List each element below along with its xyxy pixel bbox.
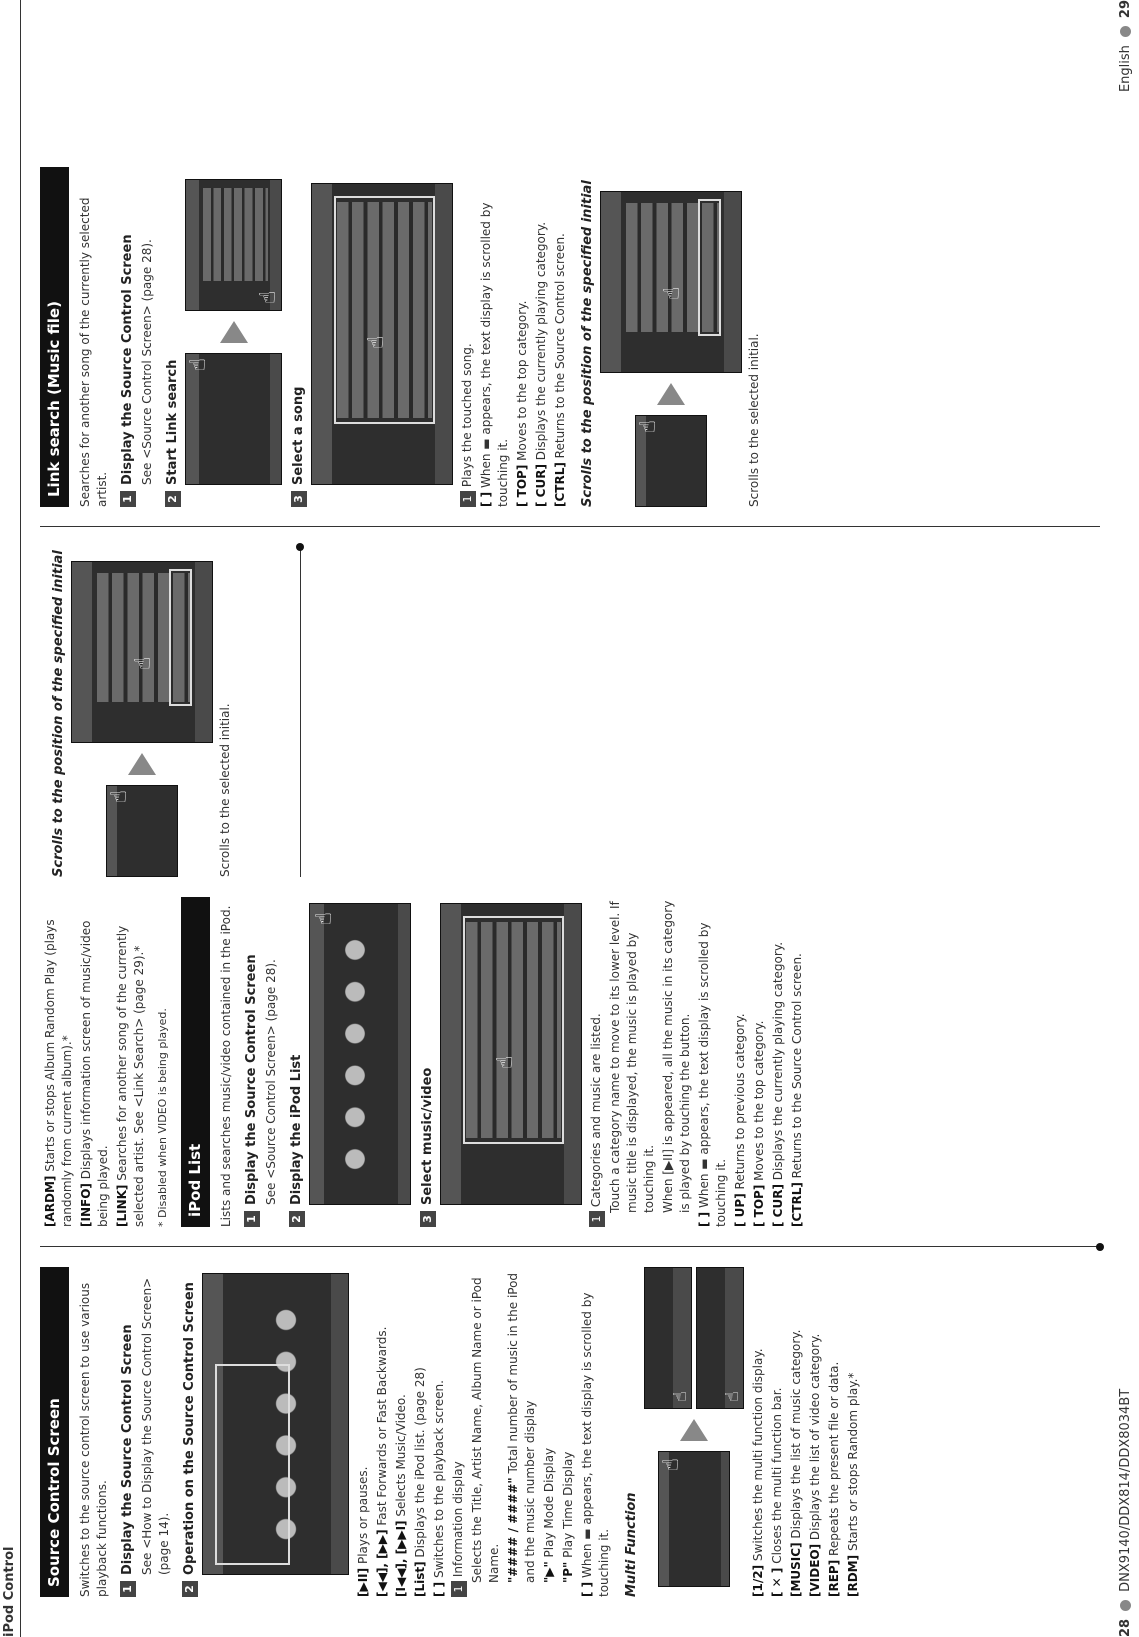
section-title-ipod-list: iPod List (181, 897, 210, 1227)
multi-key-list (750, 1267, 862, 1597)
key-description: Plays or pauses. (356, 1466, 370, 1565)
step-number: 3 (291, 491, 307, 507)
step-number: 3 (420, 1211, 436, 1227)
link-screenshot-after (185, 179, 282, 311)
key-label: [ARDM] (43, 1175, 57, 1227)
screen-top-bar (310, 904, 324, 1204)
key-label: [RDM] (846, 1554, 860, 1597)
arrow-right-icon (220, 321, 248, 343)
column-source-control (40, 1267, 864, 1597)
hand-touch-icon: ☝ (186, 358, 211, 372)
multi-function-figures (644, 1267, 744, 1587)
key-label: [ ✕ ] (770, 1567, 784, 1597)
screen-bottom-bar (722, 1268, 743, 1408)
step-title: Operation on the Source Control Screen (182, 1282, 197, 1575)
step-title: Display the Source Control Screen (244, 954, 259, 1205)
key-item (769, 1267, 786, 1597)
step-text: See <Source Control Screen> (page 28). (264, 959, 278, 1205)
info-text: Selects the Title, Artist Name, Album Name or iPod Name. (470, 1277, 501, 1583)
step-2 (288, 897, 305, 1227)
step-1 (119, 167, 136, 507)
hand-touch-icon: ☝ (660, 286, 685, 300)
key-label: [1/2] (751, 1564, 765, 1597)
scroll-screenshot-before (106, 785, 178, 877)
step-number: 1 (120, 1581, 136, 1597)
key-label: [INFO] (79, 1183, 93, 1227)
category-item (588, 897, 605, 1227)
key-item (355, 1267, 372, 1597)
key-label: [ UP] (733, 1193, 747, 1227)
step-1 (119, 1267, 136, 1597)
step-number: 2 (182, 1581, 198, 1597)
key-item (114, 897, 148, 1227)
key-item (514, 167, 531, 507)
key-label: [ ] (479, 491, 493, 507)
page-number-left: 28 (1118, 1618, 1133, 1637)
page-dot-icon (1120, 1600, 1131, 1611)
key-item (732, 897, 749, 1227)
step-title: Display the Source Control Screen (120, 234, 135, 485)
key-description: Returns to the Source Control screen. (553, 233, 567, 459)
step-2 (181, 1267, 198, 1597)
key-item (431, 1267, 448, 1597)
scroll-desc: When ▬ appears, the text display is scrolled by touching it. (580, 1292, 611, 1597)
key-description: Starts or stops Album Random Play (plays randomly from current album).* (43, 919, 74, 1227)
count-item (505, 1267, 539, 1583)
hand-touch-icon: ☝ (636, 420, 661, 434)
divider-line (40, 526, 1100, 527)
key-description: Repeats the present file or data. (827, 1361, 841, 1556)
intro-text: Switches to the source control screen to use various playback functions. (78, 1282, 109, 1597)
key-label: [ CUR] (534, 464, 548, 507)
step-title: Select music/video (420, 1067, 435, 1205)
key-label: [ ] (432, 1581, 446, 1597)
intro-text: Searches for another song of the currently selected artist. (78, 197, 109, 507)
divider-line (40, 1246, 1100, 1247)
key-label: [LINK] (115, 1184, 129, 1227)
time-key: "P" (561, 1561, 575, 1583)
key-label: [List] (413, 1561, 427, 1597)
step-number: 1 (244, 1211, 260, 1227)
divider-end-dot (296, 543, 304, 551)
scroll-item (696, 897, 730, 1227)
list-highlight-box (334, 196, 435, 424)
hand-touch-icon: ☝ (107, 790, 132, 804)
key-label: [REP] (827, 1559, 841, 1597)
hand-touch-icon: ☝ (493, 1055, 518, 1069)
key-label: [ TOP] (752, 1184, 766, 1227)
link-scroll-before (635, 415, 707, 507)
info-display (450, 1267, 467, 1597)
play-key: "▶" (542, 1561, 556, 1583)
key-description: Displays information screen of music/video being played. (79, 920, 110, 1227)
key-label: [▶II] (356, 1567, 370, 1597)
hand-touch-icon: ☝ (722, 1391, 743, 1402)
header-rule (20, 0, 21, 1637)
initial-highlight-box (698, 199, 722, 336)
play-time-item (560, 1267, 577, 1583)
key-item (78, 897, 112, 1227)
screen-bottom-bar (564, 904, 581, 1204)
multi-screenshot-after (644, 1267, 744, 1409)
key-description: Displays the currently playing category. (534, 221, 548, 461)
key-item (845, 1267, 862, 1597)
key-description: Moves to the top category. (515, 300, 529, 461)
key-description: Selects Music/Video. (394, 1394, 408, 1517)
key-item (807, 1267, 824, 1597)
count-desc: Total number of music in the iPod and the music number display (506, 1272, 537, 1583)
key-list-continued (42, 897, 148, 1227)
step-number: 1 (120, 491, 136, 507)
hand-touch-icon: ☝ (131, 656, 156, 670)
key-item (42, 897, 76, 1227)
page-number-right: 29 (1118, 0, 1133, 19)
song-label: Plays the touched song. (460, 343, 474, 488)
hand-touch-icon: ☝ (256, 290, 281, 304)
key-description: Fast Forwards or Fast Backwards. (375, 1326, 389, 1526)
step-2 (164, 167, 181, 507)
scroll-item (579, 1267, 613, 1597)
step-title: Start Link search (165, 359, 180, 485)
multi-bar-1 (644, 1267, 692, 1409)
initial-highlight-box (169, 569, 193, 706)
key-description: Switches to the playback screen. (432, 1380, 446, 1579)
multi-bar-2 (696, 1267, 744, 1409)
multi-screenshot-before (658, 1451, 730, 1587)
control-buttons (340, 928, 370, 1180)
scroll-key: [ ] (697, 1211, 711, 1227)
key-item (750, 1267, 767, 1597)
info-label: Information display (451, 1461, 465, 1578)
key-description: Returns to previous category. (733, 1013, 747, 1190)
language: English (1118, 45, 1133, 93)
screen-top-bar (186, 180, 199, 310)
key-item (788, 1267, 805, 1597)
list-rows (203, 188, 268, 282)
key-item (478, 167, 512, 507)
screen-bottom-bar (195, 562, 212, 742)
scroll-initial-title: Scrolls to the position of the specified initial (580, 180, 595, 507)
step-title: Display the Source Control Screen (120, 1324, 135, 1575)
scroll-screenshot-after (71, 561, 213, 743)
category-label: Categories and music are listed. (589, 1013, 603, 1208)
screen-bottom-bar (398, 904, 410, 1204)
play-mode-item (541, 1267, 558, 1583)
screen-top-bar (312, 184, 332, 484)
scroll-key: [ ] (580, 1581, 594, 1597)
key-label: [◀◀], [▶▶] (375, 1529, 389, 1597)
key-label: [ CUR] (771, 1184, 785, 1227)
link-scroll-after (600, 191, 742, 373)
ipod-list-screenshot (309, 903, 411, 1205)
key-description: Moves to the top category. (752, 1020, 766, 1181)
multi-function-title: Multi Function (624, 1492, 639, 1597)
screen-bottom-bar (331, 1274, 348, 1574)
key-description: Returns to the Source Control screen. (790, 953, 804, 1179)
arrow-right-icon (128, 753, 156, 775)
key-item (789, 897, 806, 1227)
scroll-initial-title: Scrolls to the position of the specified initial (51, 550, 66, 877)
key-description: When ▬ appears, the text display is scrolled by touching it. (479, 202, 510, 507)
key-item (533, 167, 550, 507)
hand-touch-icon: ☝ (312, 912, 337, 926)
time-desc: Play Time Display (561, 1451, 575, 1558)
screen-bottom-bar (724, 192, 741, 372)
divider-end-dot (1096, 1243, 1104, 1251)
key-label: [ TOP] (515, 464, 529, 507)
step-text: See <How to Display the Source Control Screen> (page 14). (140, 1277, 171, 1575)
key-description: Switches the multi function display. (751, 1348, 765, 1562)
column-scroll-initial (40, 547, 236, 877)
list-key-list (732, 897, 806, 1227)
intro-text: Lists and searches music/video contained in the iPod. (219, 905, 233, 1227)
key-description: Starts or stops Random play.* (846, 1372, 860, 1552)
key-item (826, 1267, 843, 1597)
callout-1: 1 (460, 491, 476, 507)
key-description: Displays the iPod list. (page 28) (413, 1367, 427, 1558)
key-item (374, 1267, 391, 1597)
key-item (412, 1267, 429, 1597)
key-item (552, 167, 569, 507)
key-description: Displays the currently playing category. (771, 941, 785, 1181)
count-key: "#### / ####" (506, 1477, 520, 1583)
screen-top-bar (659, 1452, 669, 1586)
key-description: Searches for another song of the currently selected artist. See <Link Search> (page 29).* (115, 925, 146, 1227)
key-item (393, 1267, 410, 1597)
footnote: * Disabled when VIDEO is being played. (156, 1008, 169, 1227)
page-dot-icon (1120, 26, 1131, 37)
source-control-screenshot (202, 1273, 349, 1575)
screen-top-bar (186, 354, 199, 484)
model-numbers: DNX9140/DDX814/DDX8034BT (1118, 1388, 1133, 1592)
screen-bottom-bar (270, 354, 281, 484)
divider-line-short (300, 547, 301, 877)
hand-touch-icon: ☝ (659, 1458, 684, 1472)
scroll-initial-text: Scrolls to the selected initial. (218, 703, 232, 877)
footer-left (1118, 1389, 1133, 1637)
running-header: iPod Control (2, 1546, 17, 1637)
key-item (770, 897, 787, 1227)
link-scroll-figures (600, 167, 742, 507)
step-3 (419, 897, 436, 1227)
link-screenshot-before (185, 353, 282, 485)
step-title: Select a song (291, 386, 306, 485)
category-text: Touch a category name to move to its lower level. If music title is displayed, the music is played by touching it. (608, 901, 656, 1213)
section-title-source-control: Source Control Screen (40, 1267, 69, 1597)
screen-top-bar (72, 562, 92, 742)
category-text-2: When [▶II] is appeared, all the music in its category is played by touching the button. (661, 900, 692, 1213)
list-highlight-box (463, 916, 564, 1144)
info-highlight-box (215, 1364, 290, 1565)
key-list (355, 1267, 448, 1597)
key-label: [MUSIC] (789, 1542, 803, 1597)
scroll-desc: When ▬ appears, the text display is scrolled by touching it. (697, 922, 728, 1227)
music-list-screenshot (440, 903, 582, 1205)
screen-top-bar (601, 192, 621, 372)
screen-bottom-bar (435, 184, 452, 484)
screen-top-bar (441, 904, 461, 1204)
link-key-list (478, 167, 569, 507)
key-description: Closes the multi function bar. (770, 1387, 784, 1564)
footer-right (1118, 0, 1133, 92)
song-list-screenshot (311, 183, 453, 485)
callout-1: 1 (451, 1581, 467, 1597)
column-ipod-list (40, 897, 808, 1227)
hand-touch-icon: ☝ (364, 335, 389, 349)
step-number: 2 (165, 491, 181, 507)
step-title: Display the iPod List (289, 1054, 304, 1205)
key-label: [VIDEO] (808, 1543, 822, 1597)
key-item (751, 897, 768, 1227)
step-text: See <Source Control Screen> (page 28). (140, 239, 154, 485)
screen-bottom-bar (670, 1268, 691, 1408)
step-1 (243, 897, 260, 1227)
scroll-initial-text: Scrolls to the selected initial. (747, 333, 761, 507)
hand-touch-icon: ☝ (670, 1391, 691, 1402)
step-number: 2 (289, 1211, 305, 1227)
callout-1: 1 (589, 1211, 605, 1227)
step-3 (290, 167, 307, 507)
arrow-right-icon (680, 1419, 708, 1441)
arrow-right-icon (657, 383, 685, 405)
key-label: [I◀◀], [▶▶I] (394, 1520, 408, 1597)
key-label: [CTRL] (553, 462, 567, 507)
key-description: Displays the list of video category. (808, 1333, 822, 1541)
screen-bottom-bar (721, 1452, 729, 1586)
song-item (459, 167, 476, 507)
play-desc: Play Mode Display (542, 1447, 556, 1558)
key-description: Displays the list of music category. (789, 1329, 803, 1539)
scroll-initial-figures (71, 547, 213, 877)
key-label: [CTRL] (790, 1182, 804, 1227)
column-link-search (40, 167, 765, 507)
link-search-figures (185, 167, 282, 485)
section-title-link-search: Link search (Music file) (40, 167, 69, 507)
